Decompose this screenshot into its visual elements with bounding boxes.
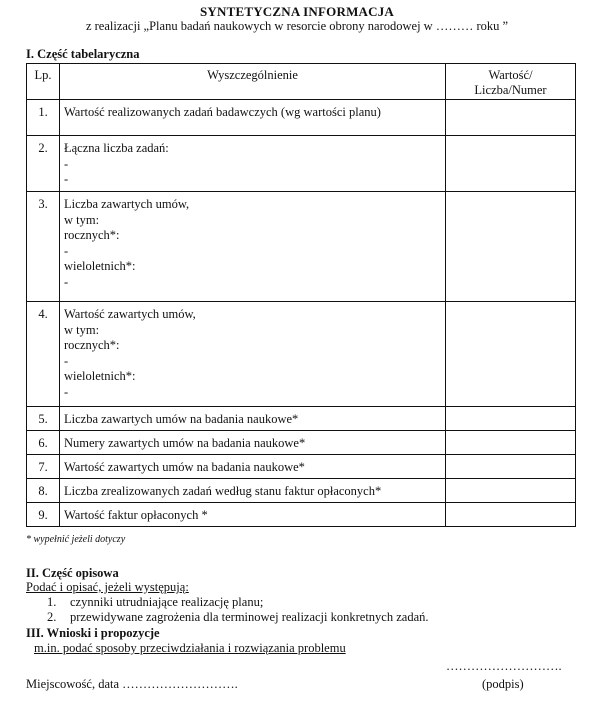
list-item [26, 595, 429, 610]
row-value-cell[interactable] [446, 431, 576, 455]
section-2-intro: Podać i opisać, jeżeli występują: [26, 580, 189, 594]
row-description-line: - [64, 274, 69, 289]
table-header-row [27, 64, 576, 100]
row-description [60, 302, 446, 407]
row-description-line: wieloletnich*: [64, 259, 136, 273]
row-description [60, 192, 446, 302]
list-item-text: czynniki utrudniające realizację planu; [70, 595, 264, 609]
row-description-line: Wartość realizowanych zadań badawczych (wg wartości planu) [64, 105, 381, 119]
row-description [60, 431, 446, 455]
row-description [60, 455, 446, 479]
row-description-line: - [64, 243, 69, 258]
row-description [60, 136, 446, 192]
row-number: 7. [27, 455, 60, 479]
table-row [27, 136, 576, 192]
document-title: SYNTETYCZNA INFORMACJA [200, 4, 394, 19]
table-row [27, 407, 576, 431]
list-item-text: przewidywane zagrożenia dla terminowej realizacji konkretnych zadań. [70, 610, 429, 624]
table-row [27, 431, 576, 455]
row-description-line: - [64, 156, 69, 171]
section-2-list [26, 595, 429, 625]
row-number: 1. [27, 100, 60, 136]
row-description-line: Liczba zrealizowanych zadań według stanu faktur opłaconych* [64, 484, 382, 498]
section-3-heading: III. Wnioski i propozycje [26, 626, 160, 640]
row-number: 2. [27, 136, 60, 192]
row-description [60, 503, 446, 527]
column-header-description: Wyszczególnienie [60, 64, 446, 100]
row-description-line: rocznych*: [64, 338, 120, 352]
row-value-cell[interactable] [446, 302, 576, 407]
list-item-number: 1. [47, 595, 57, 609]
row-description-line: Wartość faktur opłaconych * [64, 508, 208, 522]
column-header-value [446, 64, 576, 100]
table-row [27, 192, 576, 302]
row-value-cell[interactable] [446, 100, 576, 136]
row-description [60, 479, 446, 503]
row-number: 9. [27, 503, 60, 527]
row-description-line: - [64, 384, 69, 399]
row-description [60, 407, 446, 431]
row-description-line: Wartość zawartych umów na badania naukowe* [64, 460, 305, 474]
row-description-line: Łączna liczba zadań: [64, 141, 169, 155]
row-description-line: w tym: [64, 212, 100, 227]
row-number: 8. [27, 479, 60, 503]
section-2-heading: II. Część opisowa [26, 566, 119, 580]
row-description-line: rocznych*: [64, 228, 120, 242]
signature-line: ………………………. [446, 659, 562, 673]
row-value-cell[interactable] [446, 479, 576, 503]
row-description-line: w tym: [64, 322, 100, 337]
row-description [60, 100, 446, 136]
table-row [27, 100, 576, 136]
row-value-cell[interactable] [446, 136, 576, 192]
row-value-cell[interactable] [446, 455, 576, 479]
row-number: 5. [27, 407, 60, 431]
document-subtitle: z realizacji „Planu badań naukowych w resorcie obrony narodowej w ……… roku ” [85, 19, 509, 33]
row-description-line: Liczba zawartych umów, [64, 197, 190, 211]
column-header-value-label: Wartość/ Liczba/Numer [474, 68, 547, 97]
row-description-line: Wartość zawartych umów, [64, 307, 196, 321]
row-number: 3. [27, 192, 60, 302]
list-item [26, 610, 429, 625]
section-3-note: m.in. podać sposoby przeciwdziałania i rozwiązania problemu [34, 641, 346, 655]
table-row [27, 479, 576, 503]
row-value-cell[interactable] [446, 407, 576, 431]
table-row [27, 455, 576, 479]
summary-table [26, 63, 576, 527]
table-body [27, 100, 576, 527]
row-description-line: - [64, 172, 69, 186]
signature-label: (podpis) [482, 677, 524, 691]
table-row [27, 302, 576, 407]
row-description-line: - [64, 353, 69, 368]
row-description-line: wieloletnich*: [64, 369, 136, 383]
row-value-cell[interactable] [446, 192, 576, 302]
row-value-cell[interactable] [446, 503, 576, 527]
section-1-heading: I. Część tabelaryczna [26, 47, 140, 61]
table-row [27, 503, 576, 527]
row-number: 4. [27, 302, 60, 407]
row-number: 6. [27, 431, 60, 455]
row-description-line: Numery zawartych umów na badania naukowe* [64, 436, 306, 450]
row-description-line: Liczba zawartych umów na badania naukowe* [64, 412, 299, 426]
list-item-number: 2. [47, 610, 57, 624]
place-date-label: Miejscowość, data ………………………. [26, 677, 238, 691]
column-header-lp: Lp. [27, 64, 60, 100]
footnote: * wypełnić jeżeli dotyczy [26, 534, 126, 545]
